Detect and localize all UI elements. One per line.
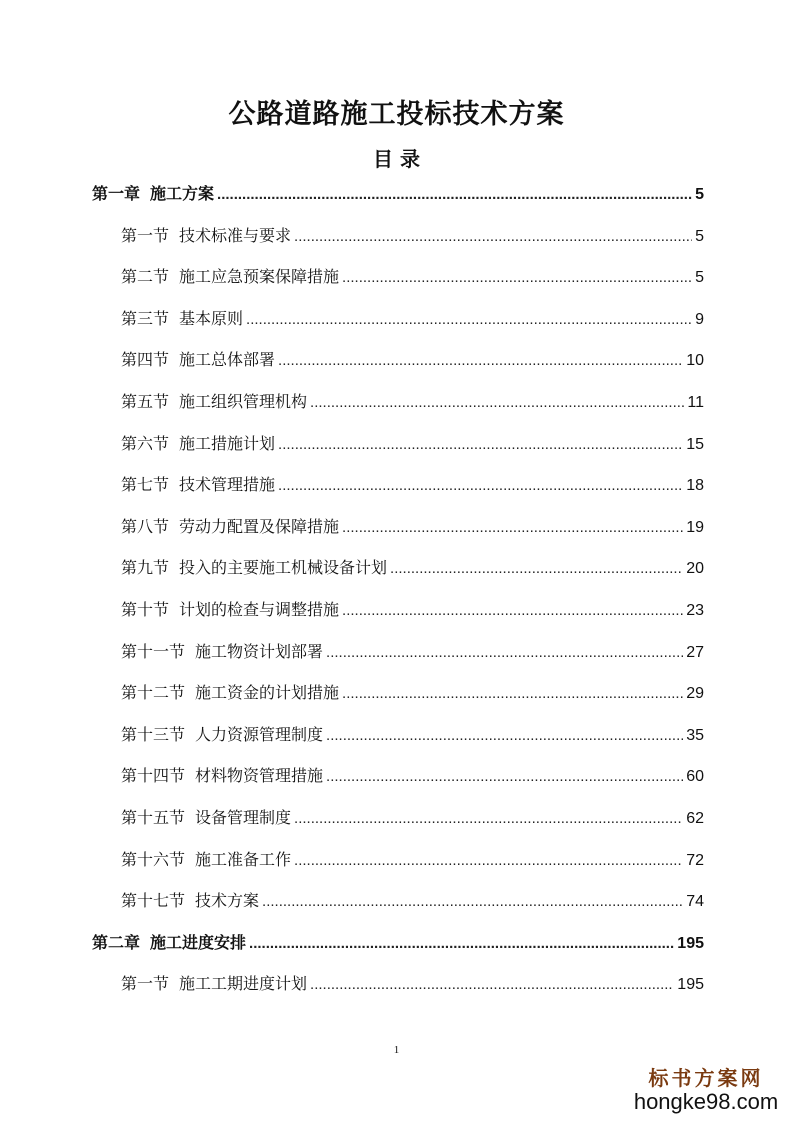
toc-entry[interactable] bbox=[121, 972, 704, 998]
toc-entry-label: 人力资源管理制度 bbox=[195, 727, 324, 744]
toc-dot-leader bbox=[326, 723, 683, 749]
toc-dot-leader bbox=[278, 348, 683, 374]
toc-entry-page: 10 bbox=[686, 352, 704, 369]
toc-entry-label: 施工总体部署 bbox=[179, 352, 276, 369]
toc-entry[interactable] bbox=[121, 348, 704, 374]
toc-entry-number: 第二节 bbox=[121, 269, 170, 286]
toc-entry[interactable] bbox=[121, 265, 704, 291]
toc-entry-label: 劳动力配置及保障措施 bbox=[179, 519, 340, 536]
toc-entry-number: 第五节 bbox=[121, 394, 170, 411]
toc-entry-label: 设备管理制度 bbox=[195, 810, 292, 827]
toc-dot-leader bbox=[390, 556, 683, 582]
watermark-url-text: hongke98.com bbox=[633, 1089, 779, 1114]
toc-entry-label: 施工准备工作 bbox=[195, 852, 292, 869]
toc-entry-number: 第九节 bbox=[121, 560, 170, 577]
toc-entry[interactable] bbox=[121, 681, 704, 707]
toc-entry-label: 施工措施计划 bbox=[179, 436, 276, 453]
toc-entry-page: 23 bbox=[686, 602, 704, 619]
toc-entry-number: 第一节 bbox=[121, 976, 170, 993]
toc-dot-leader bbox=[217, 182, 692, 208]
toc-dot-leader bbox=[310, 972, 674, 998]
toc-entry-number: 第四节 bbox=[121, 352, 170, 369]
toc-entry-label: 基本原则 bbox=[179, 311, 244, 328]
toc-entry-label: 技术标准与要求 bbox=[179, 228, 292, 245]
toc-entry-number: 第十七节 bbox=[121, 893, 186, 910]
toc-entry-page: 5 bbox=[695, 186, 704, 203]
toc-entry-number: 第三节 bbox=[121, 311, 170, 328]
toc-entry-page: 74 bbox=[686, 893, 704, 910]
toc-dot-leader bbox=[294, 806, 683, 832]
toc-dot-leader bbox=[294, 224, 692, 250]
toc-dot-leader bbox=[294, 848, 683, 874]
toc-entry-page: 27 bbox=[686, 644, 704, 661]
toc-entry[interactable] bbox=[121, 723, 704, 749]
toc-dot-leader bbox=[342, 515, 683, 541]
toc-entry[interactable] bbox=[121, 473, 704, 499]
document-title: 公路道路施工投标技术方案 bbox=[228, 99, 565, 130]
toc-entry-number: 第十四节 bbox=[121, 768, 186, 785]
toc-entry-page: 5 bbox=[695, 228, 704, 245]
toc-dot-leader bbox=[342, 681, 683, 707]
watermark-cn-text: 标书方案网 bbox=[648, 1066, 764, 1090]
toc-dot-leader bbox=[342, 598, 683, 624]
toc-entry-number: 第六节 bbox=[121, 436, 170, 453]
toc-entry[interactable] bbox=[92, 182, 704, 208]
toc-entry-label: 投入的主要施工机械设备计划 bbox=[179, 560, 388, 577]
toc-entry-page: 29 bbox=[686, 685, 704, 702]
toc-entry[interactable] bbox=[121, 515, 704, 541]
toc-entry-page: 62 bbox=[686, 810, 704, 827]
toc-entry-page: 5 bbox=[695, 269, 704, 286]
toc-entry-page: 11 bbox=[687, 394, 704, 411]
toc-entry[interactable] bbox=[121, 432, 704, 458]
toc-entry-label: 施工方案 bbox=[150, 186, 215, 203]
toc-entry[interactable] bbox=[121, 848, 704, 874]
toc-entry[interactable] bbox=[121, 764, 704, 790]
toc-heading: 目 录 bbox=[373, 147, 420, 171]
toc-entry[interactable] bbox=[121, 598, 704, 624]
toc-dot-leader bbox=[342, 265, 692, 291]
toc-entry[interactable] bbox=[121, 556, 704, 582]
toc-entry-page: 18 bbox=[686, 477, 704, 494]
toc-entry[interactable] bbox=[121, 640, 704, 666]
toc-entry-number: 第十节 bbox=[121, 602, 170, 619]
toc-entry-page: 9 bbox=[695, 311, 704, 328]
toc-entry-number: 第一节 bbox=[121, 228, 170, 245]
toc-entry-label: 计划的检查与调整措施 bbox=[179, 602, 340, 619]
toc-entry-number: 第十二节 bbox=[121, 685, 186, 702]
toc-entry-page: 72 bbox=[686, 852, 704, 869]
toc-entry[interactable] bbox=[121, 307, 704, 333]
toc-entry-number: 第十六节 bbox=[121, 852, 186, 869]
toc-entry-number: 第二章 bbox=[92, 935, 141, 952]
toc-entry-page: 35 bbox=[686, 727, 704, 744]
toc-entry-label: 施工物资计划部署 bbox=[195, 644, 324, 661]
toc-entry-label: 施工应急预案保障措施 bbox=[179, 269, 340, 286]
toc-entry-number: 第一章 bbox=[92, 186, 141, 203]
toc-entry-label: 施工进度安排 bbox=[150, 935, 247, 952]
toc-entry-label: 施工工期进度计划 bbox=[179, 976, 308, 993]
toc-entry-number: 第八节 bbox=[121, 519, 170, 536]
toc-dot-leader bbox=[326, 640, 683, 666]
toc-dot-leader bbox=[246, 307, 692, 333]
toc-dot-leader bbox=[262, 889, 683, 915]
toc-entry-number: 第十五节 bbox=[121, 810, 186, 827]
toc-entry-page: 19 bbox=[686, 519, 704, 536]
toc-entry-label: 技术管理措施 bbox=[179, 477, 276, 494]
toc-dot-leader bbox=[278, 473, 683, 499]
toc-entry[interactable] bbox=[121, 224, 704, 250]
toc-entry-page: 20 bbox=[686, 560, 704, 577]
toc-entry-label: 材料物资管理措施 bbox=[195, 768, 324, 785]
watermark-logo bbox=[631, 1066, 781, 1114]
toc-entry-number: 第七节 bbox=[121, 477, 170, 494]
page-number: 1 bbox=[393, 1044, 400, 1056]
toc-dot-leader bbox=[278, 432, 683, 458]
toc-entry[interactable] bbox=[121, 390, 704, 416]
toc-entry-number: 第十一节 bbox=[121, 644, 186, 661]
toc-entry-label: 技术方案 bbox=[195, 893, 260, 910]
toc-entry[interactable] bbox=[121, 806, 704, 832]
toc-dot-leader bbox=[310, 390, 684, 416]
toc-entry-label: 施工组织管理机构 bbox=[179, 394, 308, 411]
toc-entry-page: 15 bbox=[686, 436, 704, 453]
toc-entry-page: 60 bbox=[686, 768, 704, 785]
toc-entry[interactable] bbox=[92, 931, 704, 957]
toc-entry-page: 195 bbox=[677, 935, 704, 952]
toc-dot-leader bbox=[326, 764, 683, 790]
toc-entry-number: 第十三节 bbox=[121, 727, 186, 744]
toc-dot-leader bbox=[249, 931, 674, 957]
toc-entry-page: 195 bbox=[677, 976, 704, 993]
toc-entry-label: 施工资金的计划措施 bbox=[195, 685, 340, 702]
toc-entry[interactable] bbox=[121, 889, 704, 915]
